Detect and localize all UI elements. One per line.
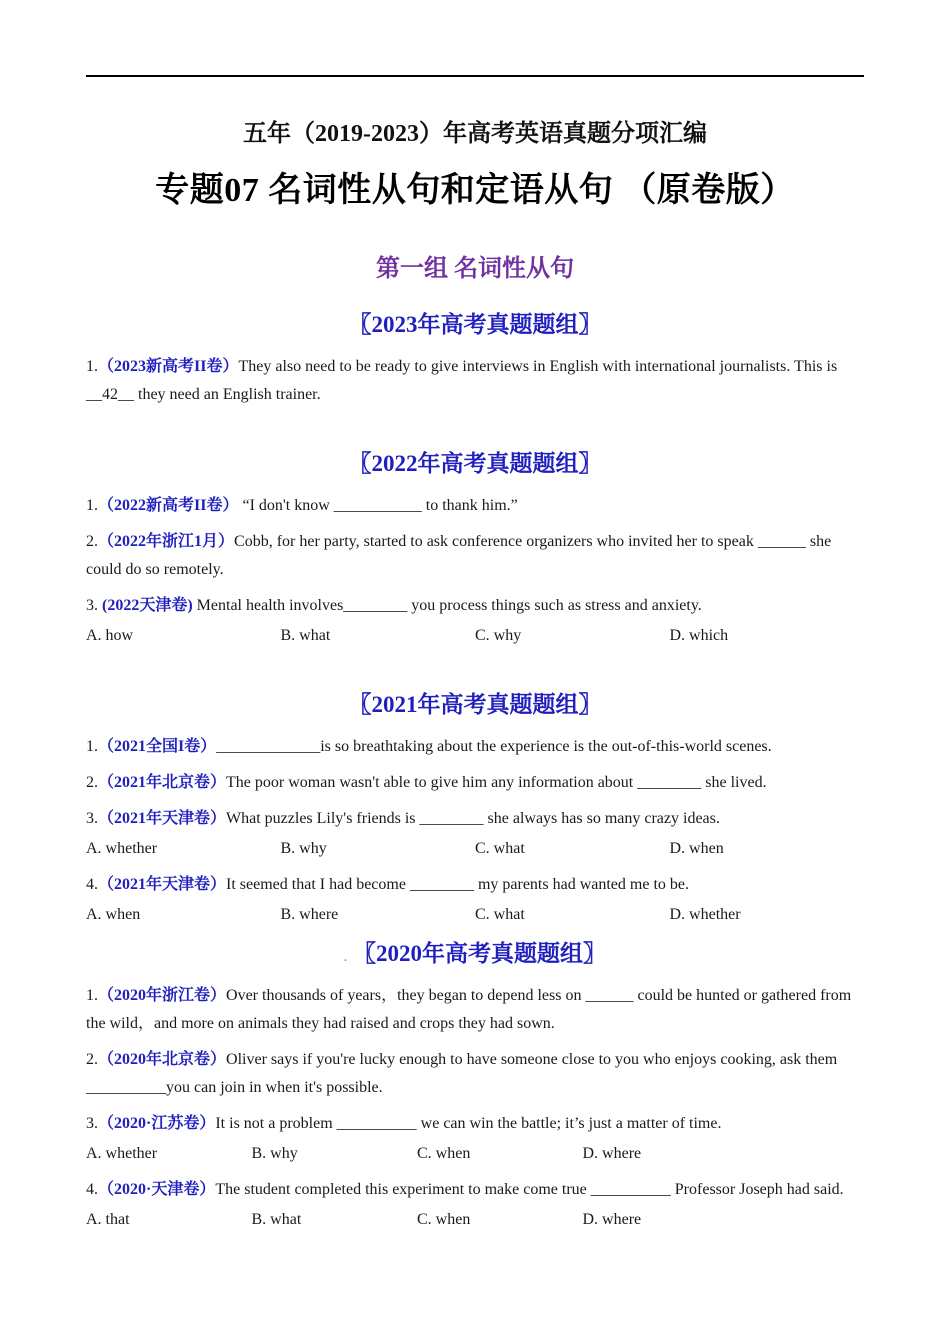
question-text: _____________is so breathtaking about the experience is the out-of-this-world scenes.: [216, 738, 772, 755]
option-b: B. why: [251, 1145, 298, 1162]
options-2021-4: [86, 901, 864, 929]
question-source: （2022新高考II卷）: [98, 497, 239, 514]
question-text: The poor woman wasn't able to give him any information about ________ she lived.: [226, 774, 767, 791]
question-number: 3.: [86, 597, 102, 614]
question-2022-2: [86, 528, 864, 584]
question-number: 1.: [86, 497, 98, 514]
question-2022-3: [86, 592, 864, 620]
option-b: B. why: [280, 840, 327, 857]
option-d: D. which: [669, 627, 729, 644]
question-text: The student completed this experiment to make come true __________ Professor Joseph had said.: [215, 1181, 844, 1198]
question-number: 3.: [86, 1115, 98, 1132]
option-d: D. when: [669, 840, 724, 857]
document-subtitle: 五年（2019-2023）年高考英语真题分项汇编: [243, 121, 707, 147]
option-d: D. where: [582, 1211, 642, 1228]
question-2021-4: [86, 871, 864, 899]
stray-mark: .: [344, 950, 347, 964]
option-a: A. how: [86, 627, 134, 644]
question-number: 3.: [86, 810, 98, 827]
question-text: Over thousands of years，they began to depend less on ______ could be hunted or gathered from the wild，and more on animals they had raised and crops they had sown.: [86, 987, 852, 1032]
question-source: （2020·江苏卷）: [98, 1115, 216, 1132]
question-text: they need an English trainer.: [134, 386, 321, 403]
option-c: C. what: [475, 840, 525, 857]
question-2021-1: [86, 733, 864, 761]
question-text: “I don't know ___________ to thank him.”: [238, 497, 518, 514]
question-source: （2020年浙江卷）: [98, 987, 227, 1004]
section-title-2022: 〖2022年高考真题题组〗: [348, 451, 602, 476]
question-number: 2.: [86, 774, 98, 791]
question-source: （2020年北京卷）: [98, 1051, 227, 1068]
question-source: （2021年北京卷）: [98, 774, 227, 791]
option-b: B. what: [280, 627, 331, 644]
question-source: （2022年浙江1月）: [98, 533, 235, 550]
question-number: 1.: [86, 987, 98, 1004]
question-source: （2023新高考II卷）: [98, 358, 239, 375]
question-number: 1.: [86, 358, 98, 375]
option-c: C. why: [475, 627, 522, 644]
section-title-2020: [86, 935, 864, 968]
question-number: 2.: [86, 533, 98, 550]
option-a: A. when: [86, 906, 141, 923]
options-2022-3: [86, 622, 864, 650]
question-text: It is not a problem __________ we can win the battle; it’s just a matter of time.: [215, 1115, 722, 1132]
option-c: C. what: [475, 906, 525, 923]
section-title-2023: 〖2023年高考真题题组〗: [348, 312, 602, 337]
question-text: Oliver says if you're lucky enough to have someone close to you who enjoys cooking, ask them __________you can join in when it's possible.: [86, 1051, 838, 1096]
question-number: 4.: [86, 876, 98, 893]
options-2020-3: [86, 1140, 864, 1168]
question-source: （2021全国I卷）: [98, 738, 217, 755]
question-2021-2: [86, 769, 864, 797]
option-b: B. where: [280, 906, 339, 923]
question-source: （2021年天津卷）: [98, 810, 227, 827]
question-text: It seemed that I had become ________ my parents had wanted me to be.: [226, 876, 689, 893]
question-source: （2020·天津卷）: [98, 1181, 216, 1198]
option-d: D. where: [582, 1145, 642, 1162]
option-c: C. when: [417, 1211, 471, 1228]
question-number: 4.: [86, 1181, 98, 1198]
question-text: Mental health involves________ you process things such as stress and anxiety.: [192, 597, 702, 614]
question-2023-1: [86, 353, 864, 409]
question-text: What puzzles Lily's friends is ________ she always has so many crazy ideas.: [226, 810, 720, 827]
option-b: B. what: [251, 1211, 302, 1228]
option-a: A. whether: [86, 1145, 158, 1162]
option-a: A. whether: [86, 840, 158, 857]
option-d: D. whether: [669, 906, 741, 923]
section-title-text: 〖2020年高考真题题组〗: [353, 941, 606, 966]
question-text: Cobb, for her party, started to ask conference organizers who invited her to speak ______ she could do so remotely.: [86, 533, 832, 578]
question-number: 2.: [86, 1051, 98, 1068]
question-blank: __42__: [86, 386, 134, 403]
question-content: [86, 306, 864, 1234]
question-2020-1: [86, 982, 864, 1038]
question-text: They also need to be ready to give interviews in English with international journalists. This is: [238, 358, 838, 375]
question-2020-3: [86, 1110, 864, 1138]
option-a: A. that: [86, 1211, 130, 1228]
document-title: 专题07 名词性从句和定语从句 （原卷版）: [155, 172, 795, 209]
group-title: 第一组 名词性从句: [376, 256, 574, 282]
header-rule: [86, 75, 864, 77]
question-2020-4: [86, 1176, 864, 1204]
options-2020-4: [86, 1206, 864, 1234]
options-2021-3: [86, 835, 864, 863]
question-number: 1.: [86, 738, 98, 755]
question-2021-3: [86, 805, 864, 833]
question-source: (2022天津卷): [102, 597, 193, 614]
question-2022-1: [86, 492, 864, 520]
option-c: C. when: [417, 1145, 471, 1162]
question-source: （2021年天津卷）: [98, 876, 227, 893]
section-title-2021: 〖2021年高考真题题组〗: [348, 692, 602, 717]
question-2020-2: [86, 1046, 864, 1102]
